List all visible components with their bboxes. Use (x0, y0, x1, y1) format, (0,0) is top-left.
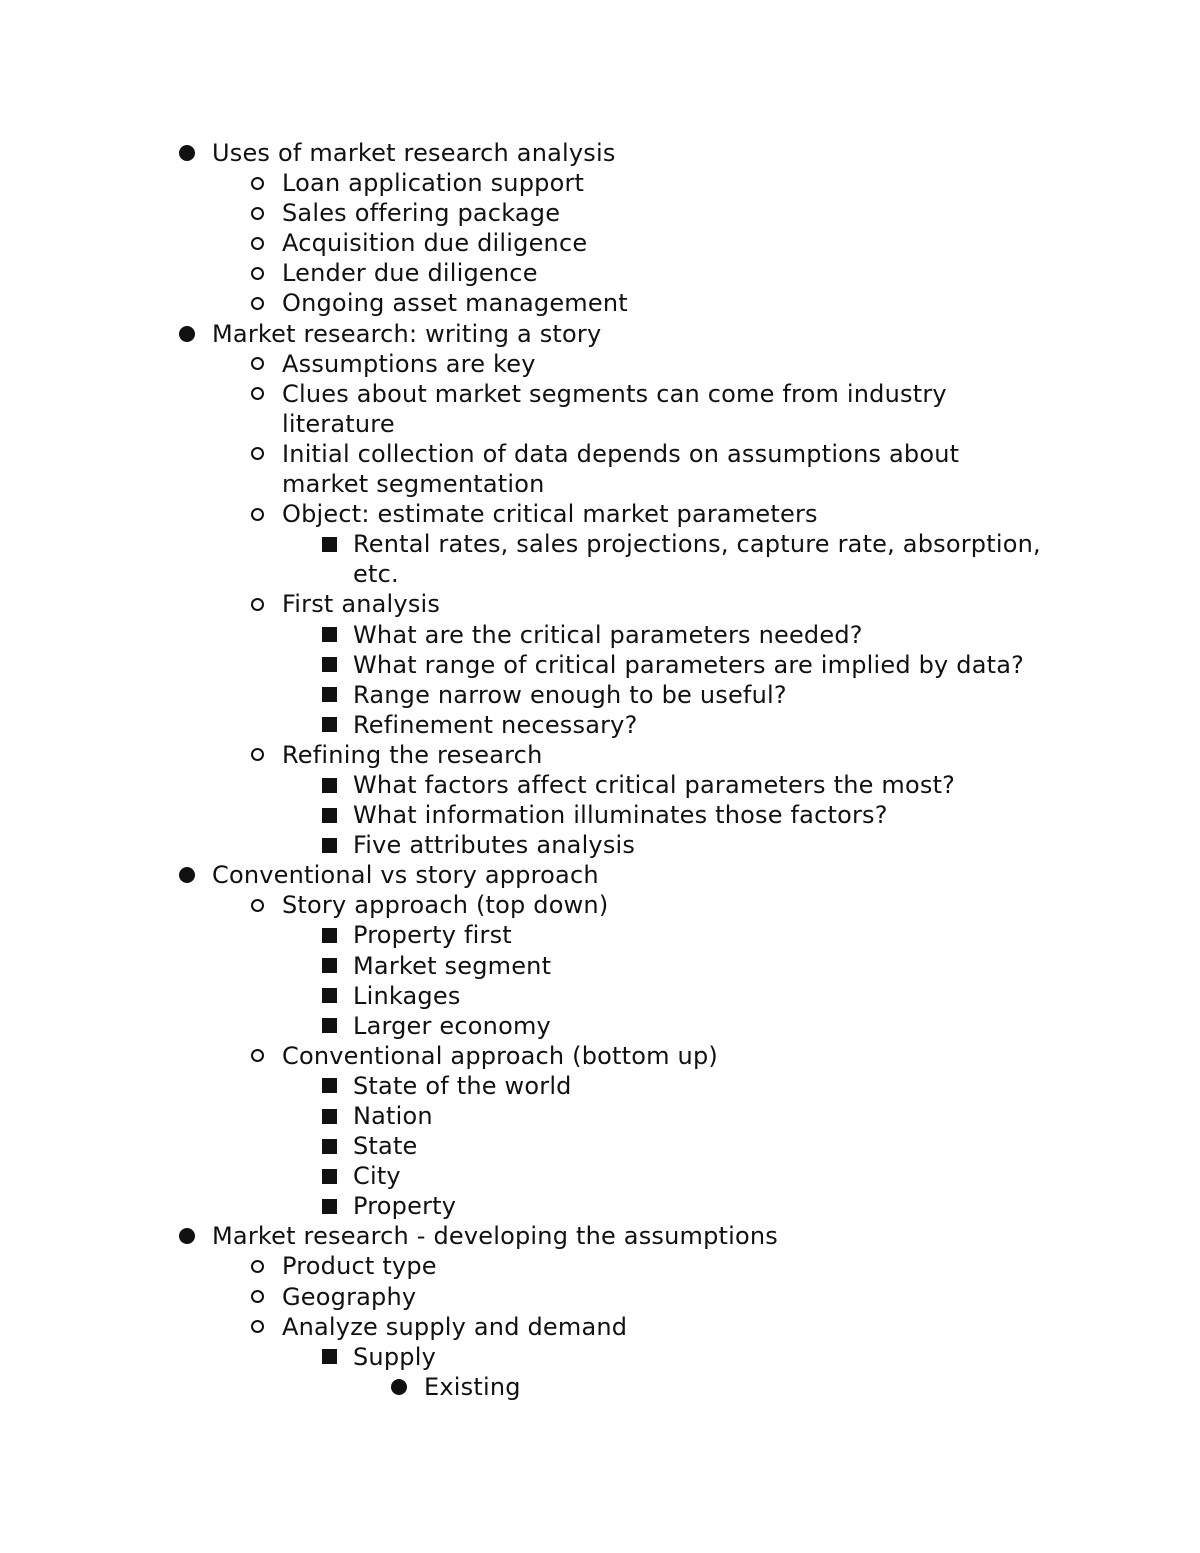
outline-item-level-2 (0, 1071, 1053, 1101)
square-bullet-icon (320, 800, 338, 830)
outline-item-level-2 (0, 1161, 1053, 1191)
outline-item-text: Range narrow enough to be useful? (353, 680, 787, 709)
disc-bullet-icon (178, 138, 196, 168)
outline-item-level-1 (0, 1312, 972, 1342)
outline-item-text: Five attributes analysis (353, 831, 636, 860)
square-bullet-icon (320, 710, 338, 740)
outline-item-text: Lender due diligence (282, 259, 538, 288)
outline-item-text: Supply (353, 1342, 436, 1371)
outline-item-level-1 (0, 439, 972, 499)
outline-item-level-3 (0, 1372, 1064, 1402)
square-bullet-icon (320, 1101, 338, 1131)
outline-item-level-2 (0, 710, 1053, 740)
square-bullet-icon (320, 1131, 338, 1161)
outline-item-level-1 (0, 288, 972, 318)
square-bullet-icon (320, 981, 338, 1011)
outline-item-text: First analysis (282, 590, 441, 619)
outline-item-level-1 (0, 168, 972, 198)
outline-item-level-1 (0, 1041, 972, 1071)
outline-item-text: Geography (282, 1282, 417, 1311)
outline-item-text: Product type (282, 1252, 437, 1281)
outline-item-text: Linkages (353, 981, 461, 1010)
outline-item-text: Conventional approach (bottom up) (282, 1041, 718, 1070)
outline-item-text: Property first (353, 921, 512, 950)
outline-item-text: What are the critical parameters needed? (353, 620, 863, 649)
square-bullet-icon (320, 1161, 338, 1191)
circle-bullet-icon (248, 228, 266, 258)
outline-item-level-1 (0, 890, 972, 920)
outline-item-text: What information illuminates those factors? (353, 801, 888, 830)
square-bullet-icon (320, 770, 338, 800)
outline-item-text: Larger economy (353, 1011, 551, 1040)
outline-item-level-1 (0, 228, 972, 258)
circle-bullet-icon (248, 349, 266, 379)
outline-item-level-1 (0, 1282, 972, 1312)
outline-item-text: Analyze supply and demand (282, 1312, 628, 1341)
outline-item-level-1 (0, 1251, 972, 1281)
outline-item-text: Refining the research (282, 740, 543, 769)
outline-item-level-1 (0, 198, 972, 228)
outline-item-text: Market research - developing the assumptions (212, 1222, 779, 1251)
disc-bullet-icon (178, 319, 196, 349)
circle-bullet-icon (248, 379, 266, 409)
outline-item-level-0 (0, 319, 1072, 349)
square-bullet-icon (320, 680, 338, 710)
disc-bullet-icon (178, 860, 196, 890)
outline-item-text: State (353, 1132, 418, 1161)
square-bullet-icon (320, 1011, 338, 1041)
square-bullet-icon (320, 529, 338, 559)
circle-bullet-icon (248, 740, 266, 770)
square-bullet-icon (320, 920, 338, 950)
circle-bullet-icon (248, 499, 266, 529)
outline-item-text: Uses of market research analysis (212, 139, 616, 167)
outline-item-level-2 (0, 800, 1053, 830)
outline-item-level-1 (0, 499, 972, 529)
outline-item-text: Ongoing asset management (282, 289, 628, 318)
outline-item-level-2 (0, 981, 1053, 1011)
outline-item-text: What factors affect critical parameters the most? (353, 770, 956, 799)
square-bullet-icon (320, 1191, 338, 1221)
circle-bullet-icon (248, 1041, 266, 1071)
bullet-outline (0, 138, 1200, 1402)
outline-item-text: Existing (424, 1372, 521, 1401)
outline-item-level-2 (0, 650, 1053, 680)
outline-item-text: Property (353, 1192, 457, 1221)
circle-bullet-icon (248, 890, 266, 920)
outline-item-text: State of the world (353, 1071, 572, 1100)
outline-item-level-2 (0, 830, 1053, 860)
circle-bullet-icon (248, 1251, 266, 1281)
outline-item-level-2 (0, 920, 1053, 950)
circle-bullet-icon (248, 288, 266, 318)
outline-item-text: Story approach (top down) (282, 891, 609, 920)
outline-item-level-2 (0, 1342, 1053, 1372)
disc-bullet-icon (390, 1372, 408, 1402)
circle-bullet-icon (248, 1312, 266, 1342)
outline-item-text: City (353, 1162, 401, 1191)
square-bullet-icon (320, 951, 338, 981)
outline-item-text: Nation (353, 1102, 433, 1130)
outline-item-level-1 (0, 589, 972, 619)
outline-item-level-0 (0, 860, 1072, 890)
outline-item-level-1 (0, 740, 972, 770)
outline-item-level-1 (0, 258, 972, 288)
circle-bullet-icon (248, 589, 266, 619)
outline-item-text: Assumptions are key (282, 349, 536, 378)
outline-item-text: Object: estimate critical market parameters (282, 500, 818, 529)
outline-item-level-2 (0, 680, 1053, 710)
square-bullet-icon (320, 620, 338, 650)
outline-item-level-1 (0, 349, 972, 379)
outline-item-level-0 (0, 1221, 1072, 1251)
outline-item-text: Rental rates, sales projections, capture rate, absorption, etc. (353, 530, 1041, 589)
outline-item-level-1 (0, 379, 972, 439)
outline-item-text: Sales offering package (282, 199, 561, 228)
square-bullet-icon (320, 1342, 338, 1372)
outline-item-level-2 (0, 529, 1053, 589)
circle-bullet-icon (248, 439, 266, 469)
outline-item-level-2 (0, 770, 1053, 800)
outline-item-level-2 (0, 1011, 1053, 1041)
outline-item-level-2 (0, 620, 1053, 650)
circle-bullet-icon (248, 1282, 266, 1312)
outline-item-text: Market research: writing a story (212, 319, 602, 348)
square-bullet-icon (320, 830, 338, 860)
circle-bullet-icon (248, 168, 266, 198)
outline-item-level-2 (0, 1191, 1053, 1221)
outline-item-text: Acquisition due diligence (282, 229, 588, 258)
outline-item-level-2 (0, 1101, 1053, 1131)
disc-bullet-icon (178, 1221, 196, 1251)
square-bullet-icon (320, 650, 338, 680)
outline-item-text: Initial collection of data depends on assumptions about market segmentation (282, 439, 960, 499)
outline-item-text: Conventional vs story approach (212, 861, 599, 890)
outline-item-level-0 (0, 138, 1072, 168)
outline-item-level-2 (0, 951, 1053, 981)
outline-item-level-2 (0, 1131, 1053, 1161)
circle-bullet-icon (248, 198, 266, 228)
outline-item-text: Refinement necessary? (353, 710, 638, 739)
outline-item-text: Clues about market segments can come from industry literature (282, 379, 947, 438)
outline-item-text: Loan application support (282, 169, 585, 198)
outline-item-text: Market segment (353, 951, 552, 980)
outline-item-text: What range of critical parameters are implied by data? (353, 650, 1025, 679)
circle-bullet-icon (248, 258, 266, 288)
square-bullet-icon (320, 1071, 338, 1101)
